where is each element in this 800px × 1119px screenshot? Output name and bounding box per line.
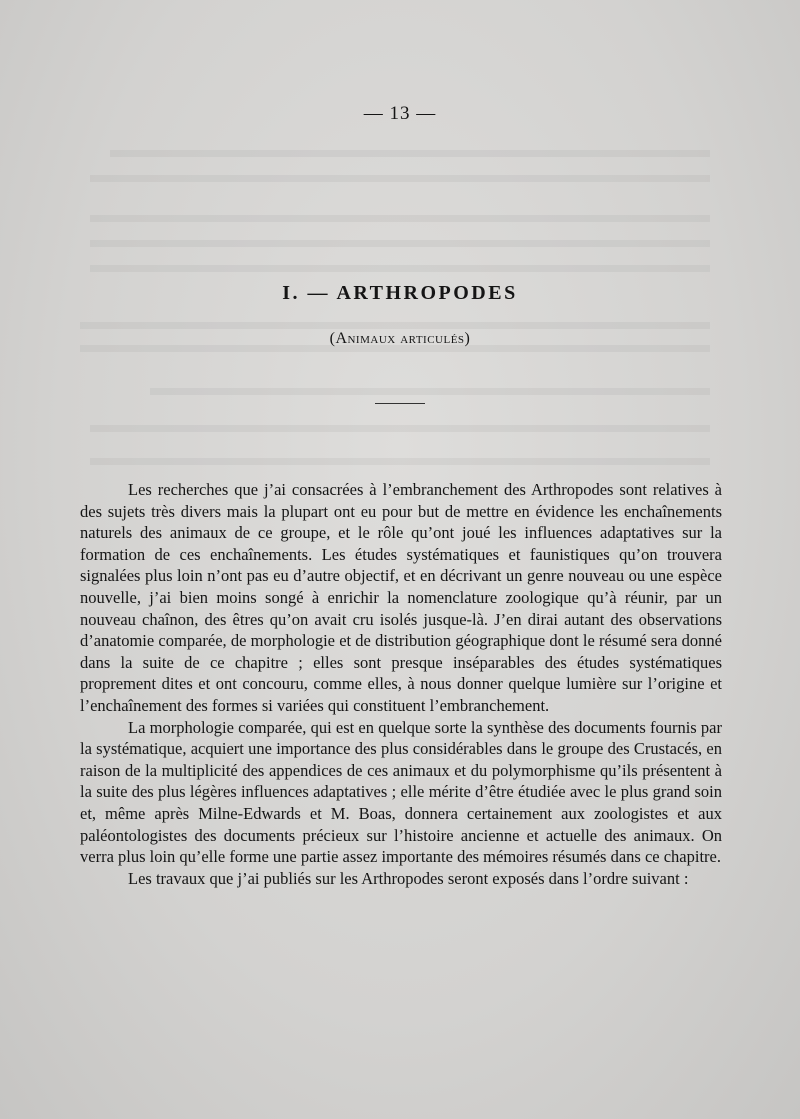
page-number: — 13 —	[363, 103, 437, 124]
separator-rule	[375, 403, 425, 404]
paragraph: La morphologie comparée, qui est en quelque sorte la synthèse des documents fournis par la systématique, acquiert une importance des plus considérables dans le groupe des Crustacés, en raison de la multiplicité des appendices de ces animaux et du polymorphisme qu’ils présentent à la suite des plus légères influences adaptatives ; elle mérite d’être étudiée avec le plus grand soin et, même après Milne-Edwards et M. Boas, donnera certainement aux zoologistes et aux paléontologistes des documents précieux sur l’histoire ancienne et actuelle des animaux. On verra plus loin qu’elle forme une partie assez importante des mémoires résumés dans ce chapitre.	[80, 717, 722, 867]
section-title: I. — ARTHROPODES	[282, 282, 518, 304]
body-text	[80, 479, 722, 889]
paragraph: Les travaux que j’ai publiés sur les Arthropodes seront exposés dans l’ordre suivant :	[128, 868, 689, 888]
section-subtitle: (Animaux articulés)	[329, 330, 471, 347]
paragraph: Les recherches que j’ai consacrées à l’embranchement des Arthropodes sont relatives à des sujets très divers mais la plupart ont eu pour but de mettre en évidence les enchaînements naturels des animaux de ce groupe, et le rôle qu’ont joué les influences adaptatives sur la formation de ces enchaînements. Les études systématiques et faunistiques qu’on trouvera signalées plus loin n’ont pas eu d’autre objectif, et en décrivant un genre nouveau ou une espèce nouvelle, j’ai bien moins songé à enrichir la nomenclature zoologique qu’à réunir, par un nouveau chaînon, des êtres qu’on avait cru isolés jusque-là. J’en dirai autant des observations d’anatomie comparée, de morphologie et de distribution géographique dont le résumé sera donné dans la suite de ce chapitre ; elles sont presque inséparables des études systématiques proprement dites et ont concouru, comme elles, à nous donner quelque lumière sur l’origine et l’enchaînement des formes si variées qui constituent l’embranchement.	[80, 480, 722, 715]
